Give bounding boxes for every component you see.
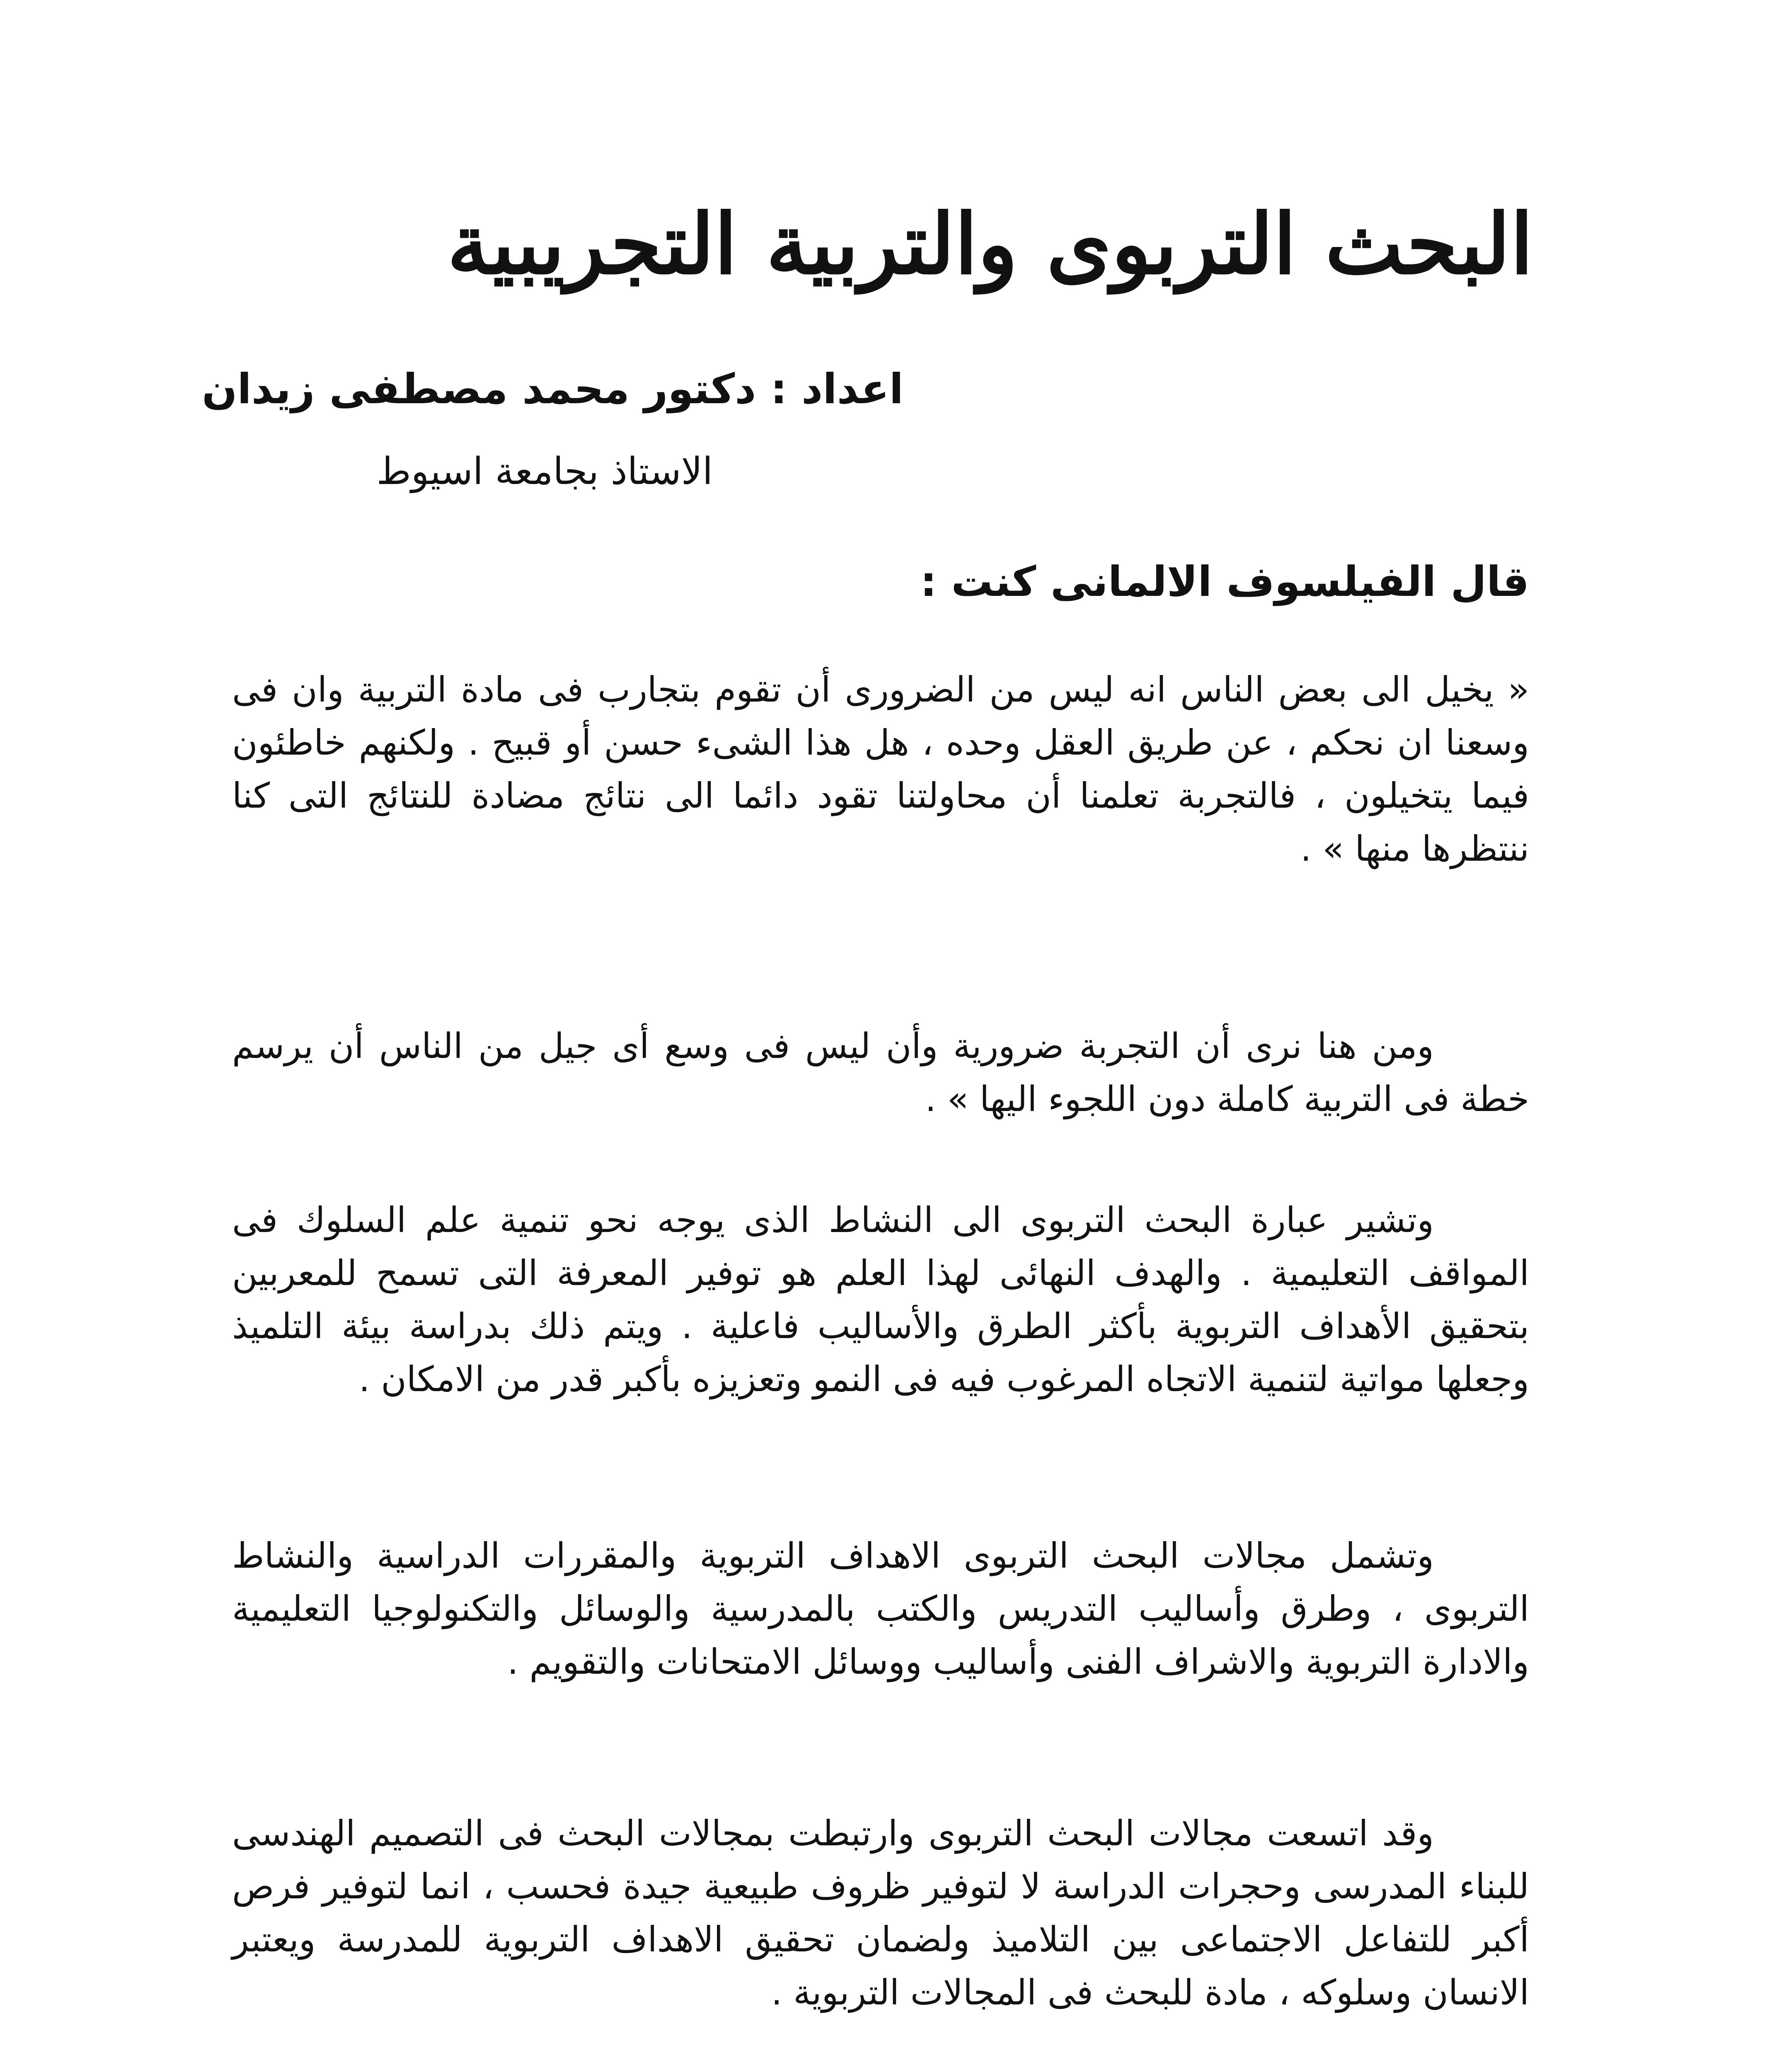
paragraph: وقد اتسعت مجالات البحث التربوى وارتبطت بمجالات البحث فى التصميم الهندسى للبناء المدرسى وحجرات الدراسة لا لتوفير ظروف طبيعية جيدة فحسب ، انما لتوفير فرص أكبر للتفاعل الاجتماعى بين التلاميذ ولضمان تحقيق الاهداف التربوية للمدرسة ويعتبر الانسان وسلوكه ، مادة للبحث فى المجالات التربوية .: [232, 1813, 1529, 2013]
author-affiliation: الاستاذ بجامعة اسيوط: [376, 450, 713, 493]
author-line: اعداد : دكتور محمد مصطفى زيدان: [202, 365, 903, 413]
paragraph: وتشير عبارة البحث التربوى الى النشاط الذى يوجه نحو تنمية علم السلوك فى المواقف التعليمية . والهدف النهائى لهذا العلم هو توفير المعرفة التى تسمح للمعربين بتحقيق الأهداف التربوية بأكثر الطرق والأساليب فاعلية . ويتم ذلك بدراسة بيئة التلميذ وجعلها مواتية لتنمية الاتجاه المرغوب فيه فى النمو وتعزيزه بأكبر قدر من الامكان .: [232, 1200, 1529, 1399]
paragraph: ومن هنا نرى أن التجربة ضرورية وأن ليس فى وسع أى جيل من الناس أن يرسم خطة فى التربية كاملة دون اللجوء اليها » .: [232, 1026, 1529, 1119]
quote-heading: قال الفيلسوف الالمانى كنت :: [920, 557, 1529, 606]
document-title: البحث التربوى والتربية التجريبية: [447, 196, 1533, 293]
paragraph-quote: « يخيل الى بعض الناس انه ليس من الضرورى أن تقوم بتجارب فى مادة التربية وان فى وسعنا ان نحكم ، عن طريق العقل وحده ، هل هذا الشىء حسن أو قبيح . ولكنهم خاطئون فيما يتخيلون ، فالتجربة تعلمنا أن محاولتنا تقود دائما الى نتائج مضادة للنتائج التى كنا ننتظرها منها » .: [232, 669, 1529, 869]
paragraph: وتشمل مجالات البحث التربوى الاهداف التربوية والمقررات الدراسية والنشاط التربوى ، وطرق وأساليب التدريس والكتب بالمدرسية والوسائل والتكنولوجيا التعليمية والادارة التربوية والاشراف الفنى وأساليب ووسائل الامتحانات والتقويم .: [232, 1535, 1529, 1682]
